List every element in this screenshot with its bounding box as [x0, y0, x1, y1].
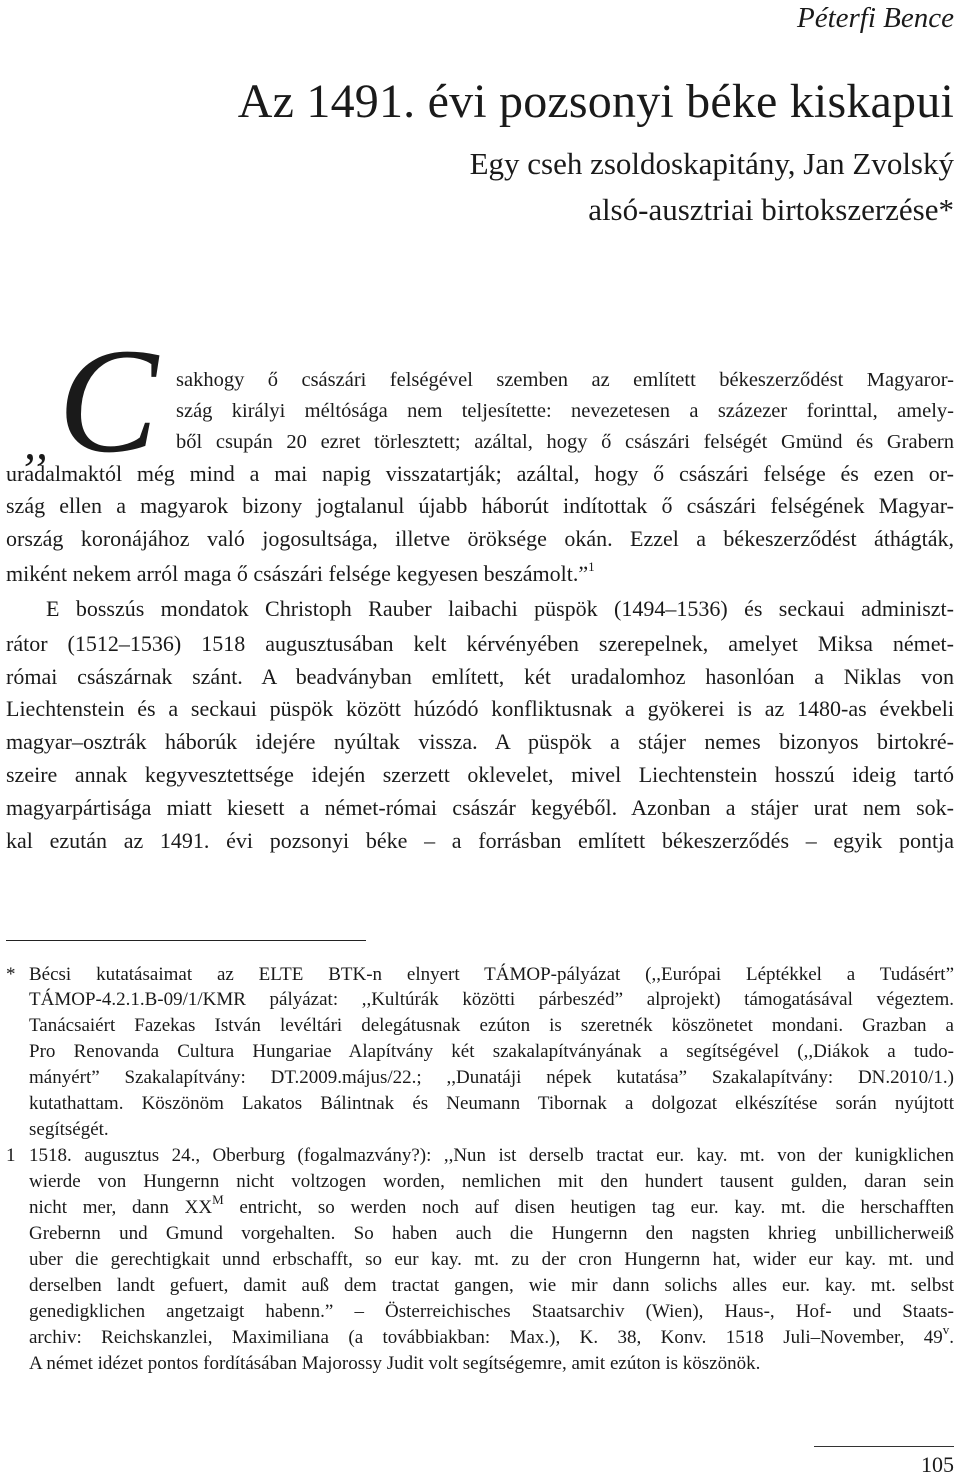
footnote-star-line: Tanácsaiért Fazekas István levéltári delegátusnak ezúton is szeretnék köszönetet mondani. Grazban a [29, 1015, 954, 1036]
body-line: kal ezután az 1491. évi pozsonyi béke – a forrásban említett békeszerződés – egyik pontja [6, 828, 954, 853]
body-line: szeire annak kegyvesztettsége idején szerzett oklevelet, mivel Liechtenstein hosszú ideig tartó [6, 762, 954, 787]
quote-line: uradalmaktól még mind a mai napig visszatartják; azáltal, hogy ő császári felsége és ezen or- [6, 461, 954, 486]
footnote-1-line: uber die gerechtigkait unnd erbschafft, so eur kay. mt. zu der cron Hungernn hat, wider eur kay. mt. und [29, 1249, 954, 1270]
footnote-1-text: archiv: Reichskanzlei, Maximiliana (a továbbiakban: Max.), K. 38, Konv. 1518 Juli–November, 49 [29, 1327, 943, 1348]
footnote-1-line-8 [29, 1321, 954, 1349]
body-line: magyarpártisága miatt kiesett a német-római császár kegyéből. Azonban a stájer urat nem sok- [6, 795, 954, 820]
footnote-1-mark: 1 [6, 1145, 16, 1166]
quote-last-line [6, 558, 595, 587]
footnote-1-line: 1518. augusztus 24., Oberburg (fogalmazvány?): ,,Nun ist derselb tractat eur. kay. mt. von der kunigklichen [29, 1145, 954, 1166]
quote-line: miként nekem arról maga ő császári felsége kegyesen beszámolt.” [6, 561, 589, 586]
footnote-1-line: wierde von Hungernn nicht voltzogen worden, nemlichen mit den hundert tausent gulden, daran sein [29, 1171, 954, 1192]
opening-quote-mark: ,, [24, 417, 48, 470]
article-subtitle-line-1: Egy cseh zsoldoskapitány, Jan Zvolský [469, 146, 954, 181]
footnote-ref-1[interactable]: 1 [588, 558, 595, 574]
drop-cap: C [58, 318, 159, 484]
article-title: Az 1491. évi pozsonyi béke kiskapui [237, 75, 954, 128]
footnote-1-line-3 [29, 1191, 954, 1219]
footnote-1-text: entricht, so werden noch auf disen heutigen tag eur. kay. mt. die herschafften [223, 1197, 954, 1218]
footnote-star-line: segítségét. [29, 1119, 109, 1140]
footnote-star-line: TÁMOP-4.2.1.B-09/1/KMR pályázat: ,,Kultúrák közötti párbeszéd” alprojekt) támogatásával végeztem. [29, 989, 954, 1010]
footnote-star-mark: * [6, 964, 16, 985]
superscript-m: M [212, 1191, 224, 1207]
author-name: Péterfi Bence [797, 2, 954, 34]
footnote-1-text: nicht mer, dann XX [29, 1197, 213, 1218]
body-line: E bosszús mondatok Christoph Rauber laibachi püspök (1494–1536) és seckaui adminiszt- [46, 596, 954, 621]
quote-line: szág ellen a magyarok bizony jogtalanul újabb háborút indítottak ő császári felségének Magyar- [6, 493, 954, 518]
page-number-rule [814, 1446, 954, 1447]
footnote-star-line: kutathattam. Köszönöm Lakatos Bálintnak és Neumann Tibornak a dolgozat elkészítése során nyújtott [29, 1093, 954, 1114]
footnote-star-line: Bécsi kutatásaimat az ELTE BTK-n elnyert TÁMOP-pályázat (,,Európai Léptékkel a Tudásért” [29, 964, 954, 985]
article-subtitle-line-2: alsó-ausztriai birtokszerzése* [588, 192, 954, 227]
footnote-star-line: mányért” Szakalapítvány: DT.2009.május/22.; ,,Dunatáji népek kutatása” Szakalapítvány: DN.2010/1.) [29, 1067, 954, 1088]
quote-line: ből csupán 20 ezret törlesztett; azáltal, hogy ő császári felségét Gmünd és Grabern [176, 431, 954, 453]
footnote-1-text: . [949, 1327, 954, 1348]
page-number: 105 [921, 1452, 954, 1477]
quote-line: sakhogy ő császári felségével szemben az említett békeszerződést Magyaror- [176, 369, 954, 391]
body-line: római császárnak szánt. A beadványban említett, két uradalomhoz hasonlóan a Niklas von [6, 664, 954, 689]
quote-line: szág királyi méltósága nem teljesítette: nevezetesen a százezer forinttal, amely- [176, 400, 954, 422]
superscript-v: v [942, 1321, 950, 1337]
quote-line: ország koronájához való jogosultsága, illetve öröksége okán. Ezzel a békeszerződést áthágták, [6, 526, 954, 551]
footnote-1-line: derselben landt gefuert, damit auß dem tractat gangen, wie mir dann solichs alles eur. kay. mt. selbst [29, 1275, 954, 1296]
footnote-1-line: genedigklichen angetzaigt habenn.” – Österreichisches Staatsarchiv (Wien), Haus-, Hof- und Staats- [29, 1301, 954, 1322]
footnote-1-line: Grebernn und Gmund vorgehalten. So haben auch die Hungernn den nagsten khrieg unbillicherweiß [29, 1223, 954, 1244]
body-line: magyar–osztrák háborúk idejére nyúltak vissza. A püspök a stájer nemes bizonyos birtokré- [6, 729, 954, 754]
body-line: Liechtenstein és a seckaui püspök között húzódó konfliktusnak a gyökerei is az 1480-as évekbeli [6, 696, 954, 721]
footnote-1-line: A német idézet pontos fordításában Majorossy Judit volt segítségemre, amit ezúton is köszönök. [29, 1353, 761, 1374]
footnote-star-line: Pro Renovanda Cultura Hungariae Alapítvány két szakalapítványának a segítségével (,,Diákok a tudo- [29, 1041, 954, 1062]
body-line: rátor (1512–1536) 1518 augusztusában kelt kérvényében szerepelnek, amelyet Miksa német- [6, 631, 954, 656]
footnote-separator [6, 940, 366, 941]
